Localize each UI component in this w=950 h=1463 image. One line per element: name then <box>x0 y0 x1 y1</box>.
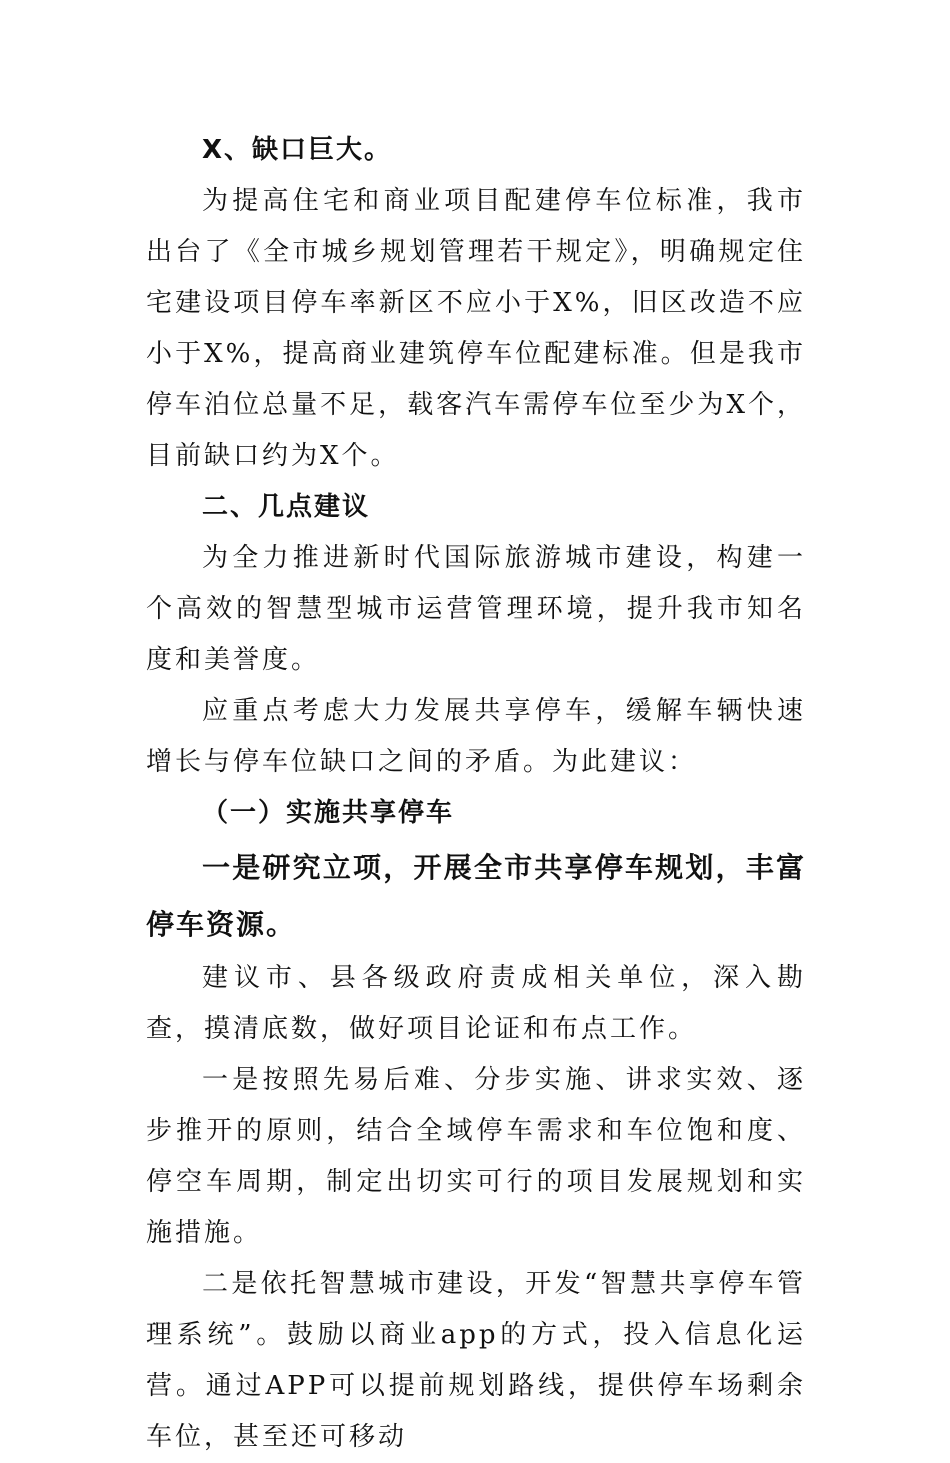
point-heading-project-planning: 一是研究立项，开展全市共享停车规划，丰富停车资源。 <box>146 851 806 941</box>
section-heading-suggestions: 二、几点建议 <box>202 492 371 522</box>
subsection-heading-shared-parking: （一）实施共享停车 <box>202 798 455 828</box>
paragraph-parking-standards: 为提高住宅和商业项目配建停车位标准，我市出台了《全市城乡规划管理若干规定》，明确规定住宅建设项目停车率新区不应小于X%，旧区改造不应小于X%，提高商业建筑停车位配建标准。但是我市停车泊位总量不足，载客汽车需停车位至少为X个，目前缺口约为X个。 <box>146 186 806 471</box>
paragraph-smart-city-goal: 为全力推进新时代国际旅游城市建设，构建一个高效的智慧型城市运营管理环境，提升我市知名度和美誉度。 <box>146 543 806 675</box>
section-heading-shortage: X、缺口巨大。 <box>202 135 393 165</box>
paragraph-government-survey: 建议市、县各级政府责成相关单位，深入勘查，摸清底数，做好项目论证和布点工作。 <box>146 963 806 1044</box>
paragraph-first-principle: 一是按照先易后难、分步实施、讲求实效、逐步推开的原则，结合全域停车需求和车位饱和度、停空车周期，制定出切实可行的项目发展规划和实施措施。 <box>146 1065 806 1248</box>
paragraph-shared-parking-focus: 应重点考虑大力发展共享停车，缓解车辆快速增长与停车位缺口之间的矛盾。为此建议： <box>146 696 806 777</box>
document-body <box>146 125 806 1463</box>
paragraph-second-system: 二是依托智慧城市建设，开发“智慧共享停车管理系统”。鼓励以商业app的方式，投入信息化运营。通过APP可以提前规划路线，提供停车场剩余车位，甚至还可移动 <box>146 1269 806 1452</box>
